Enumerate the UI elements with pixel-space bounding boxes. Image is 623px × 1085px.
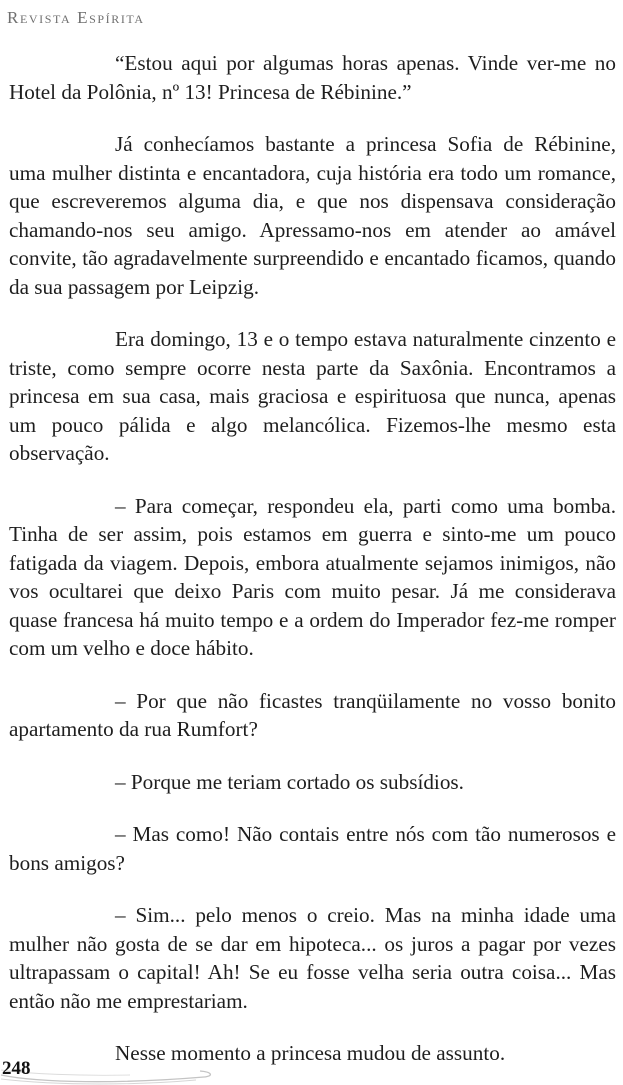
page-number: 248 xyxy=(2,1058,31,1079)
paragraph-princess-intro: Já conhecíamos bastante a princesa Sofia de Rébinine, uma mulher distinta e encantadora, cuja história era todo um romance, que escreveremos alguma dia, e que nos dispensava consideração chamando-nos seu amigo. Apressamo-nos em atender ao amável convite, tão agradavelmente surpreendido e encantado ficamos, quando da sua passagem por Leipzig. xyxy=(9,132,616,299)
paragraph-dialogue-question: – Por que não ficastes tranqüilamente no vosso bonito apartamento da rua Rumfort? xyxy=(9,688,616,741)
running-header: Revista Espírita xyxy=(7,8,145,27)
decorative-swoosh-icon xyxy=(0,1048,240,1085)
paragraph-dialogue-mortgage: – Sim... pelo menos o creio. Mas na minha idade uma mulher não gosta de se dar em hipoteca... os juros a pagar por vezes ultrapassam o capital! Ah! Se eu fosse velha seria outra coisa... Mas então não me emprestariam. xyxy=(9,903,616,1013)
paragraph-dialogue-subsidies: – Porque me teriam cortado os subsídios. xyxy=(115,769,464,794)
paragraph-sunday-visit: Era domingo, 13 e o tempo estava naturalmente cinzento e triste, como sempre ocorre nesta parte da Saxônia. Encontramos a princesa em sua casa, mais graciosa e espirituosa que nunca, apenas um pouco pálida e algo melancólica. Fizemos-lhe mesmo esta observação. xyxy=(9,327,616,465)
paragraph-change-subject: Nesse momento a princesa mudou de assunto. xyxy=(115,1041,506,1065)
paragraph-dialogue-friends: – Mas como! Não contais entre nós com tão numerosos e bons amigos? xyxy=(9,822,616,875)
body-text xyxy=(9,49,616,1068)
paragraph-dialogue-departure: – Para começar, respondeu ela, parti como uma bomba. Tinha de ser assim, pois estamos em guerra e sinto-me um pouco fatigada da viagem. Depois, embora atualmente sejamos inimigos, não vos ocultarei que deixo Paris com muito pesar. Já me considerava quase francesa há muito tempo e a ordem do Imperador fez-me romper com um velho e doce hábito. xyxy=(9,493,616,660)
paragraph-letter-quote: “Estou aqui por algumas horas apenas. Vinde ver-me no Hotel da Polônia, nº 13! Princesa de Rébinine.” xyxy=(9,51,616,104)
page-footer xyxy=(0,1048,623,1085)
